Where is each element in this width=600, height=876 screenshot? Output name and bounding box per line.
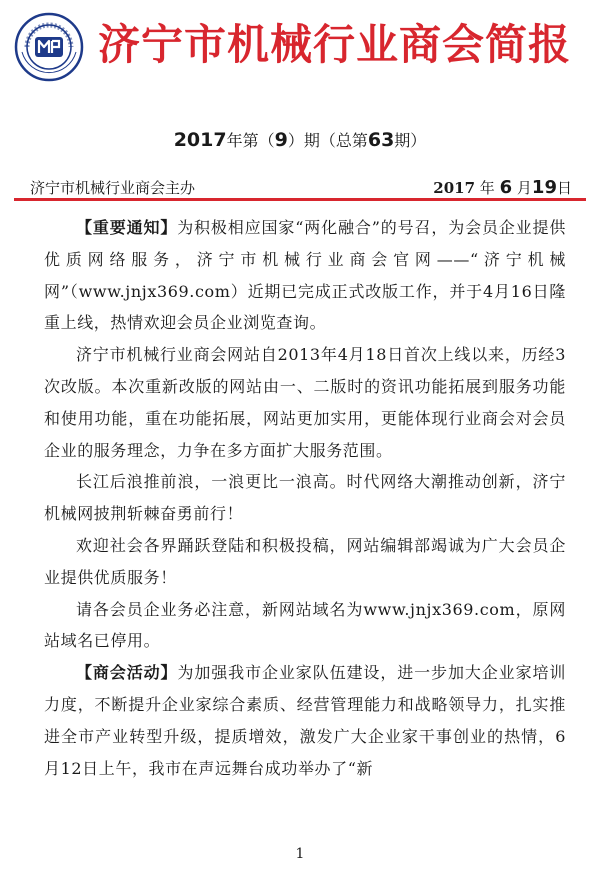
date-month: 6 bbox=[499, 177, 513, 198]
page-number: 1 bbox=[295, 846, 305, 862]
paragraph-activity bbox=[44, 657, 566, 784]
organizer-row bbox=[30, 176, 582, 200]
issue-mid: ）期（总第 bbox=[287, 131, 368, 150]
paragraph-notice bbox=[44, 212, 566, 339]
date-day: 19 bbox=[531, 177, 557, 198]
header-divider bbox=[14, 198, 586, 201]
chamber-logo-icon bbox=[14, 12, 84, 82]
issue-number: 9 bbox=[274, 129, 288, 151]
issue-total-number: 63 bbox=[367, 129, 395, 151]
paragraph-slogan: 长江后浪推前浪，一浪更比一浪高。时代网络大潮推动创新，济宁机械网披荆斩棘奋勇前行！ bbox=[44, 472, 566, 524]
issue-year-suffix: 年第（ bbox=[226, 131, 275, 150]
paragraph-domain: 请各会员企业务必注意，新网站域名为www.jnjx369.com，原网站域名已停用。 bbox=[44, 599, 566, 651]
paragraph-welcome: 欢迎社会各界踊跃登陆和积极投稿，网站编辑部竭诚为广大会员企业提供优质服务！ bbox=[44, 535, 566, 587]
publish-date bbox=[433, 176, 572, 200]
date-year-suffix: 年 bbox=[479, 179, 495, 197]
paragraph-history: 济宁市机械行业商会网站自2013年4月18日首次上线以来，历经3次改版。本次重新改版的网站由一、二版时的资讯功能拓展到服务功能和使用功能，重在功能拓展，网站更加实用，更能体现行业商会对会员企业的服务理念，力争在多方面扩大服务范围。 bbox=[44, 345, 566, 460]
masthead-title: 济宁市机械行业商会简报 bbox=[98, 20, 572, 69]
date-year: 2017 bbox=[433, 179, 476, 197]
issue-end: 期） bbox=[394, 131, 427, 150]
activity-text: 为加强我市企业家队伍建设，进一步加大企业家培训力度，不断提升企业家综合素质、经营管理能力和战略领导力，扎实推进全市产业转型升级，提质增效，激发广大企业家干事创业的热情，6月12日上午，我市在声远舞台成功举办了“新 bbox=[44, 663, 566, 778]
chamber-logo bbox=[14, 12, 84, 82]
issue-year: 2017 bbox=[173, 129, 227, 151]
date-month-suffix: 月 bbox=[516, 179, 532, 197]
article-body bbox=[44, 212, 566, 784]
organizer-name: 济宁市机械行业商会主办 bbox=[30, 179, 196, 197]
date-day-suffix: 日 bbox=[556, 179, 572, 197]
activity-tag: 【商会活动】 bbox=[76, 663, 178, 683]
notice-text: 为积极相应国家“两化融合”的号召，为会员企业提供优质网络服务，济宁市机械行业商会官网——“济宁机械网”（www.jnjx369.com）近期已完成正式改版工作，并于4月16日隆重上线，热情欢迎会员企业浏览查询。 bbox=[44, 218, 566, 333]
notice-tag: 【重要通知】 bbox=[76, 218, 178, 237]
issue-line bbox=[0, 128, 600, 153]
masthead bbox=[14, 12, 590, 84]
